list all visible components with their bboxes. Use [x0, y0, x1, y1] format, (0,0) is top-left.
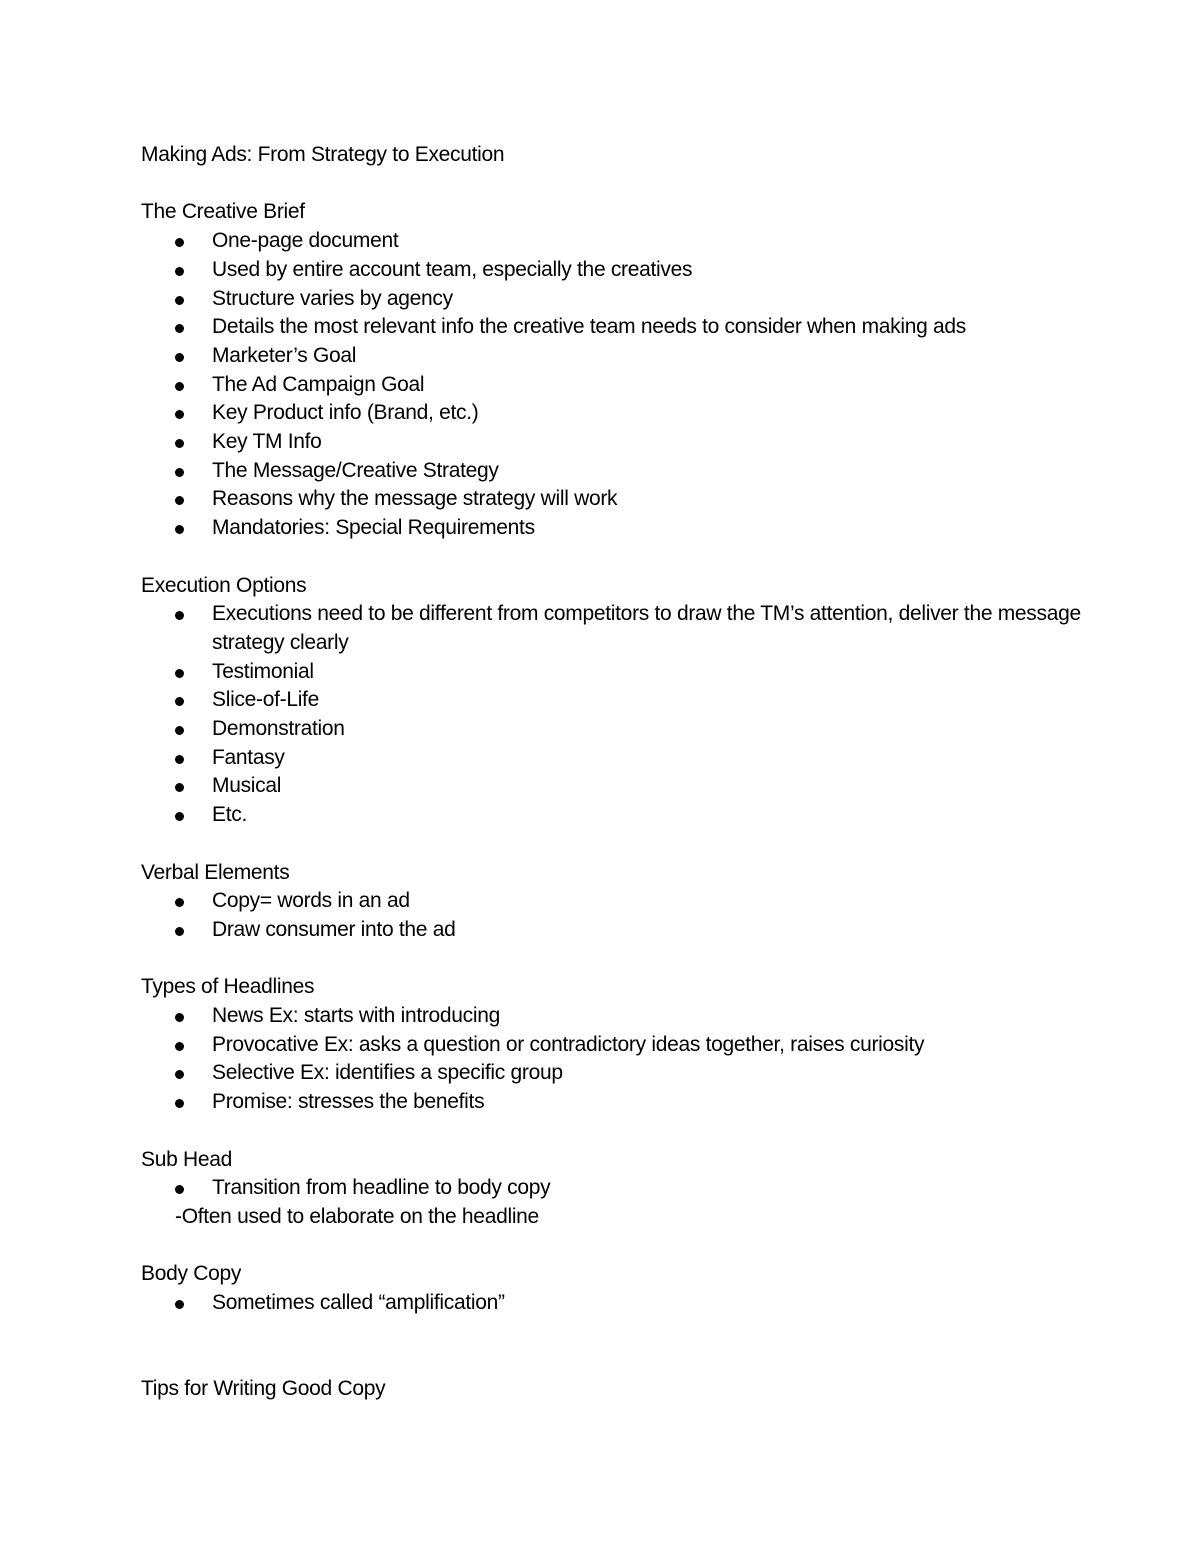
bullet-icon [175, 1042, 184, 1051]
section-heading: Body Copy [141, 1262, 242, 1286]
bullet-icon [175, 267, 184, 276]
bullet-icon [175, 669, 184, 678]
bullet-icon [175, 296, 184, 305]
section-verbal-elements [141, 859, 1081, 945]
list-item: Provocative Ex: asks a question or contradictory ideas together, raises curiosity [141, 1031, 1081, 1060]
spacer [141, 830, 1081, 859]
list-item: The Message/Creative Strategy [141, 457, 1081, 486]
bullet-icon [175, 1013, 184, 1022]
list-item: Key TM Info [141, 428, 1081, 457]
list-item: One-page document [141, 227, 1081, 256]
list-item: Copy= words in an ad [141, 887, 1081, 916]
list-item: Sometimes called “amplification” [141, 1289, 1081, 1318]
list-item: Slice-of-Life [141, 686, 1081, 715]
bullet-icon [175, 898, 184, 907]
list-item: Details the most relevant info the creative team needs to consider when making ads [141, 313, 1081, 342]
list-item: Key Product info (Brand, etc.) [141, 399, 1081, 428]
bullet-icon [175, 726, 184, 735]
section-heading: Types of Headlines [141, 975, 315, 999]
list-item: Draw consumer into the ad [141, 916, 1081, 945]
list-item: Demonstration [141, 715, 1081, 744]
list-item: Fantasy [141, 744, 1081, 773]
bullet-icon [175, 697, 184, 706]
section-heading: Sub Head [141, 1147, 233, 1171]
bullet-list [141, 227, 1081, 543]
section-sub-head [141, 1146, 1081, 1232]
bullet-list [141, 887, 1081, 944]
spacer [141, 1117, 1081, 1146]
bullet-icon [175, 496, 184, 505]
list-item: Reasons why the message strategy will work [141, 485, 1081, 514]
list-item: Promise: stresses the benefits [141, 1088, 1081, 1117]
bullet-icon [175, 324, 184, 333]
bullet-icon [175, 611, 184, 620]
spacer [141, 1318, 1081, 1347]
spacer [141, 1232, 1081, 1261]
bullet-icon [175, 1070, 184, 1079]
list-item: Used by entire account team, especially the creatives [141, 256, 1081, 285]
list-item: The Ad Campaign Goal [141, 371, 1081, 400]
list-item: Executions need to be different from competitors to draw the TM’s attention, deliver the message strategy clearly [141, 600, 1081, 657]
bullet-icon [175, 525, 184, 534]
bullet-icon [175, 439, 184, 448]
spacer [141, 170, 1081, 199]
bullet-icon [175, 1300, 184, 1309]
bullet-icon [175, 783, 184, 792]
section-heading-tips: Tips for Writing Good Copy [141, 1377, 386, 1401]
bullet-icon [175, 927, 184, 936]
bullet-icon [175, 353, 184, 362]
list-item: Transition from headline to body copy [141, 1174, 1081, 1203]
bullet-icon [175, 238, 184, 247]
section-heading: Execution Options [141, 573, 307, 597]
list-item: Structure varies by agency [141, 285, 1081, 314]
section-heading: The Creative Brief [141, 200, 305, 224]
list-item: Musical [141, 772, 1081, 801]
spacer [141, 1346, 1081, 1375]
list-item: Etc. [141, 801, 1081, 830]
bullet-icon [175, 755, 184, 764]
bullet-icon [175, 812, 184, 821]
bullet-icon [175, 1185, 184, 1194]
bullet-list [141, 1002, 1081, 1117]
bullet-list [141, 600, 1081, 830]
list-item: News Ex: starts with introducing [141, 1002, 1081, 1031]
list-item: Mandatories: Special Requirements [141, 514, 1081, 543]
bullet-list [141, 1174, 1081, 1203]
bullet-list [141, 1289, 1081, 1318]
bullet-icon [175, 1099, 184, 1108]
bullet-icon [175, 410, 184, 419]
list-item: Testimonial [141, 658, 1081, 687]
bullet-icon [175, 382, 184, 391]
section-body-copy [141, 1260, 1081, 1317]
bullet-icon [175, 468, 184, 477]
document-title: Making Ads: From Strategy to Execution [141, 143, 505, 166]
section-creative-brief [141, 198, 1081, 542]
list-item: Marketer’s Goal [141, 342, 1081, 371]
section-execution-options [141, 572, 1081, 830]
spacer [141, 543, 1081, 572]
spacer [141, 945, 1081, 974]
document-page [141, 141, 1081, 1404]
section-heading: Verbal Elements [141, 860, 290, 884]
section-types-of-headlines [141, 973, 1081, 1117]
list-item: Selective Ex: identifies a specific group [141, 1059, 1081, 1088]
section-note: -Often used to elaborate on the headline [175, 1204, 539, 1228]
